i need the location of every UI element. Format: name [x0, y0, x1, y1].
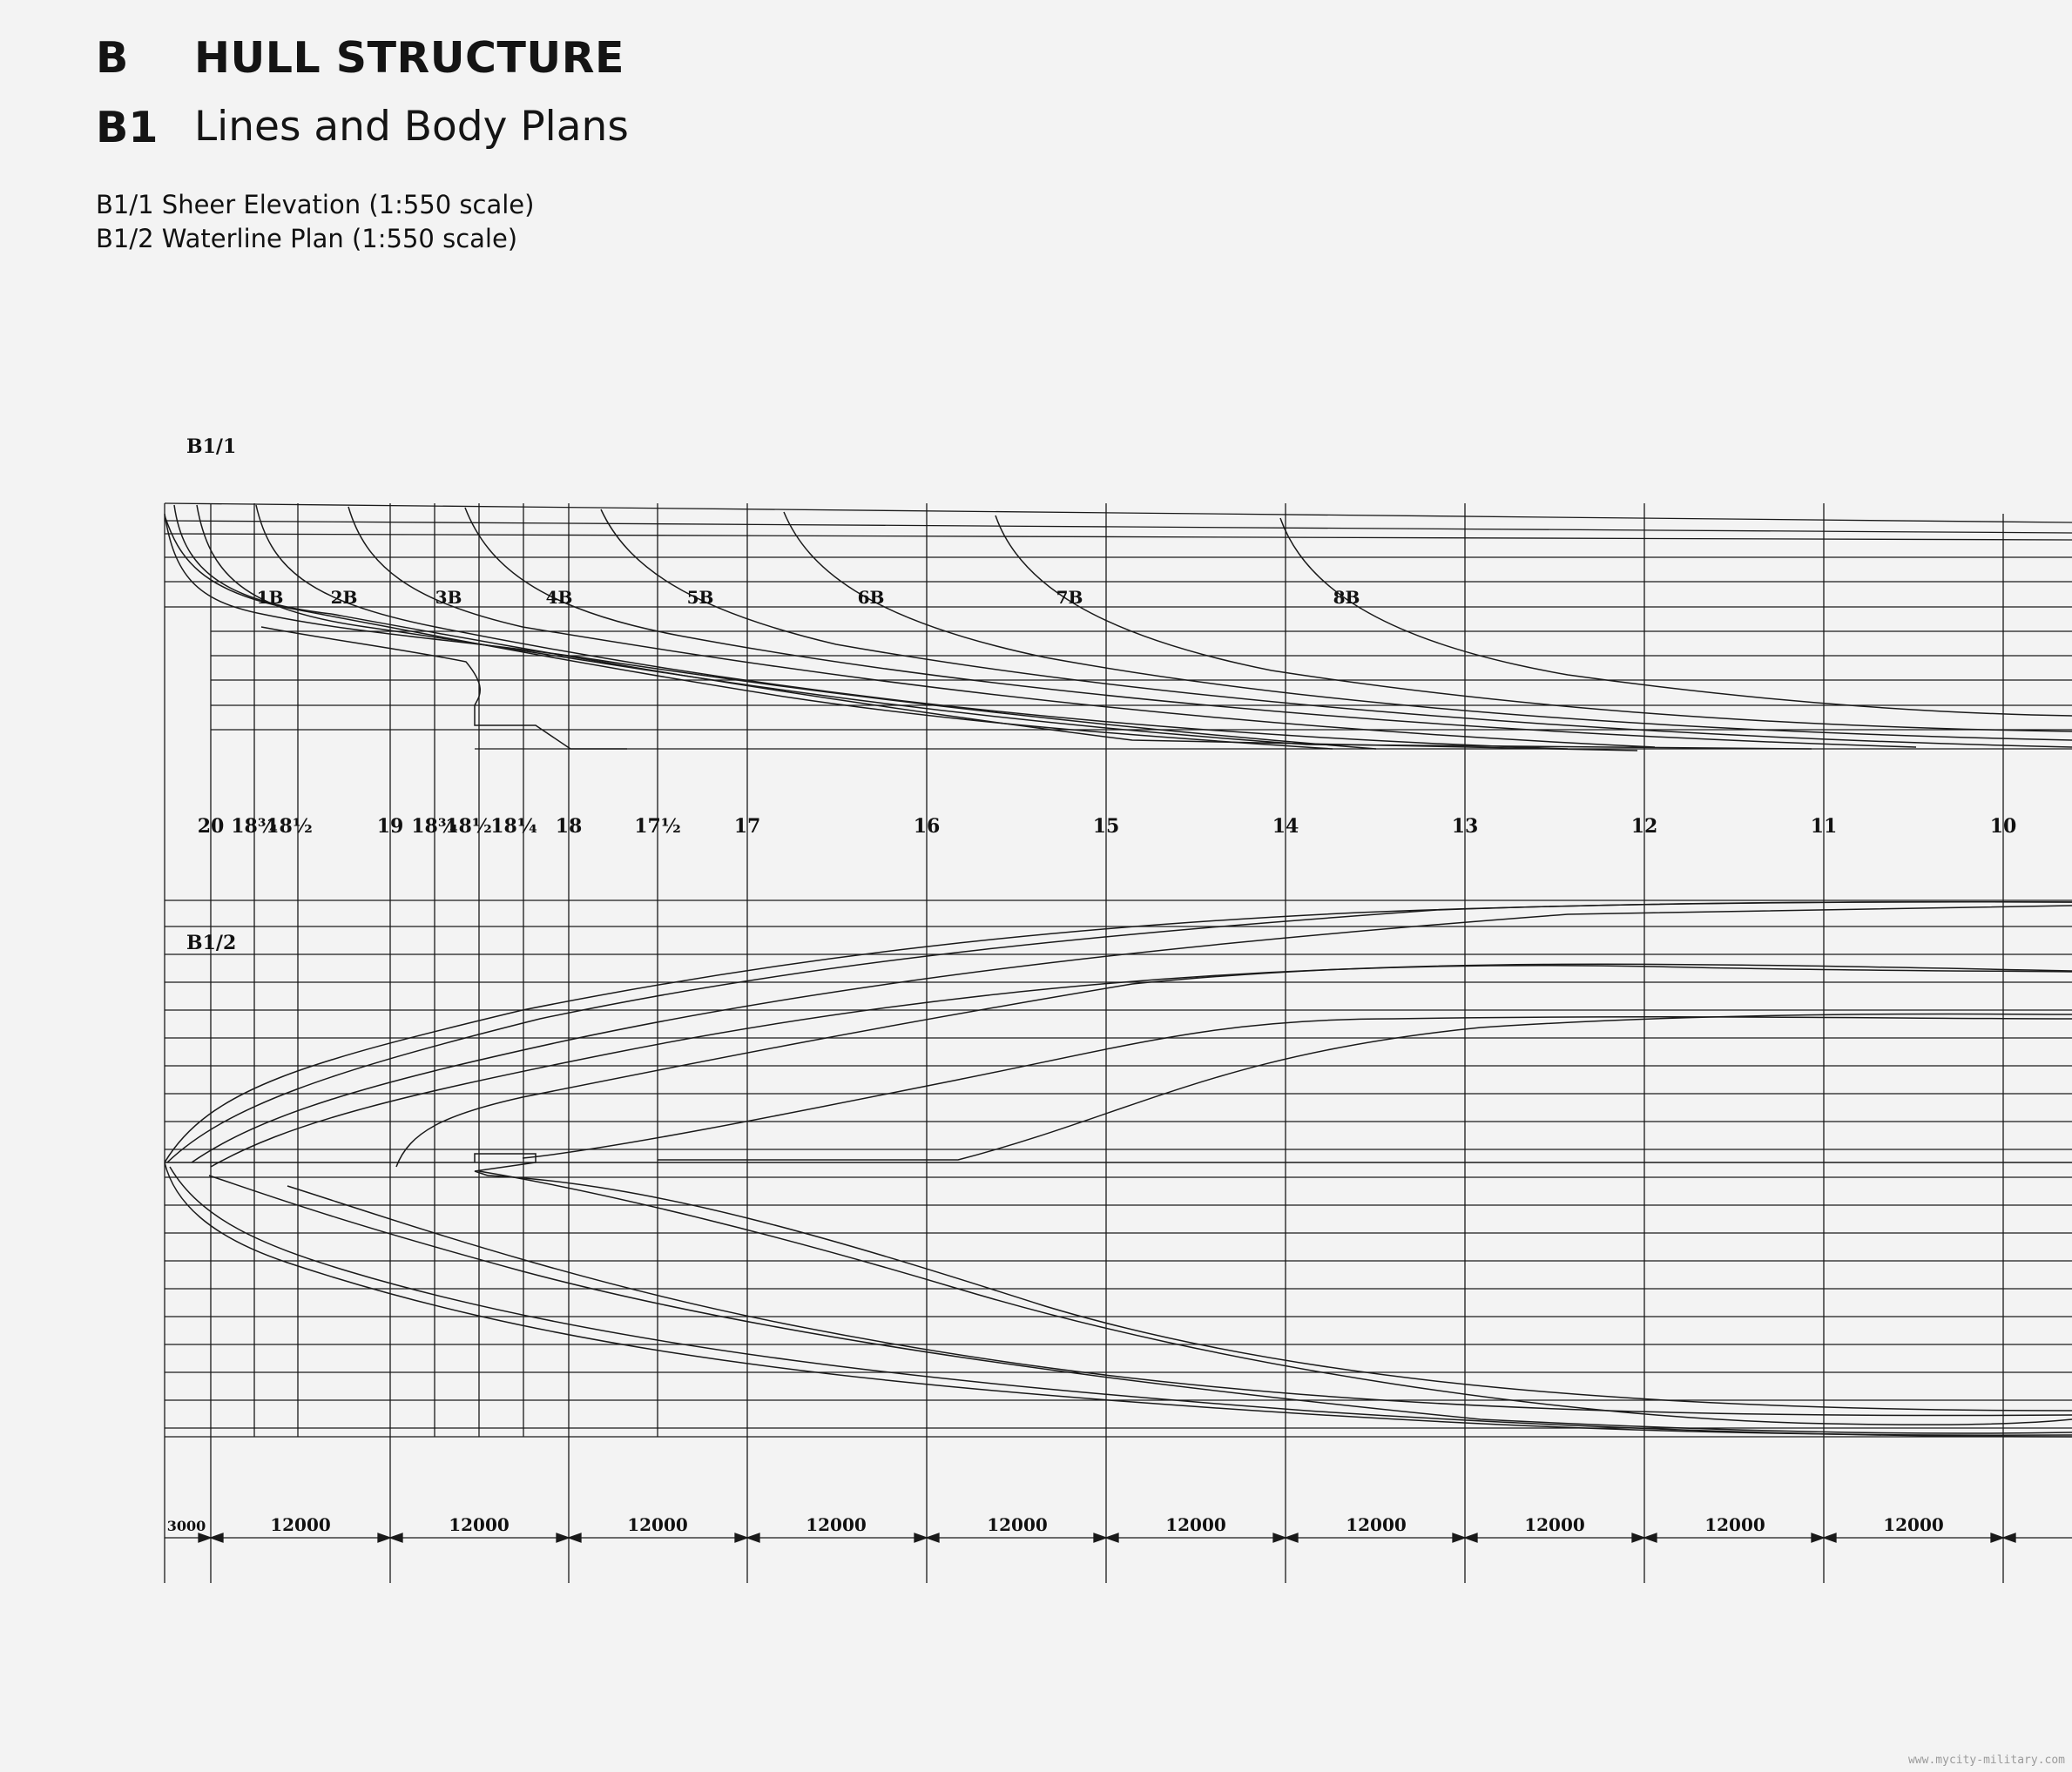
dimension-arrow — [2003, 1533, 2015, 1542]
station-label: 18 — [555, 815, 583, 838]
dimension-arrow — [927, 1533, 939, 1542]
station-label: 15 — [1092, 815, 1120, 838]
station-label: 18½ — [445, 815, 492, 838]
station-label: 11 — [1810, 815, 1838, 838]
dimension-arrow — [211, 1533, 223, 1542]
buttock-curve — [784, 512, 2072, 740]
dimension-arrow — [1632, 1533, 1644, 1542]
buttock-curve — [165, 515, 1333, 749]
station-label: 18½ — [266, 815, 313, 838]
dimension-arrow — [1812, 1533, 1824, 1542]
dimension-arrow — [1824, 1533, 1836, 1542]
subsection-title: Lines and Body Plans — [194, 103, 629, 151]
spacing-label: 12000 — [987, 1514, 1048, 1535]
station-label: 16 — [913, 815, 941, 838]
buttock-label: 8B — [1333, 587, 1360, 608]
plan2-label: B1/2 — [186, 932, 237, 954]
buttock-curve — [465, 508, 1916, 747]
dimension-arrow — [1273, 1533, 1286, 1542]
dimension-arrow — [915, 1533, 927, 1542]
buttock-label: 5B — [686, 587, 714, 608]
buttock-label: 3B — [435, 587, 462, 608]
waterline-curve — [167, 902, 2072, 1162]
spacing-label: 12000 — [1883, 1514, 1944, 1535]
spacing-label: 3000 — [166, 1518, 206, 1534]
waterline-curve — [658, 1014, 2072, 1160]
station-label: 20 — [197, 815, 225, 838]
buttock-curve — [256, 505, 1568, 749]
deck-line — [165, 521, 2072, 533]
station-label: 18¾ — [231, 815, 278, 838]
waterline-curve — [479, 1171, 2072, 1425]
station-label: 18¾ — [411, 815, 458, 838]
dimension-arrow — [735, 1533, 747, 1542]
spacing-label: 12000 — [1704, 1514, 1765, 1535]
waterline-curve — [192, 906, 2072, 1162]
spacing-label: 12000 — [270, 1514, 331, 1535]
waterline-horizontal — [165, 534, 2072, 540]
subsection-code: B1 — [96, 103, 159, 152]
station-label: 14 — [1272, 815, 1299, 838]
dimension-arrow — [1453, 1533, 1465, 1542]
dimension-arrow — [1286, 1533, 1298, 1542]
buttock-label: 2B — [330, 587, 358, 608]
station-label: 17 — [733, 815, 761, 838]
dimension-arrow — [199, 1533, 211, 1542]
dimension-arrow — [378, 1533, 390, 1542]
station-label: 18¼ — [490, 815, 537, 838]
station-label: 12 — [1630, 815, 1658, 838]
spacing-label: 12000 — [806, 1514, 867, 1535]
buttock-curve — [1280, 518, 2072, 716]
buttock-label: 4B — [545, 587, 573, 608]
buttock-curve — [996, 515, 2072, 731]
waterline-curve — [165, 902, 2072, 1162]
bulb-profile — [261, 627, 627, 749]
spacing-label: 12000 — [627, 1514, 688, 1535]
dimension-arrow — [390, 1533, 402, 1542]
dimension-arrow — [1644, 1533, 1657, 1542]
section-title: HULL STRUCTURE — [194, 33, 624, 83]
dimension-arrow — [557, 1533, 569, 1542]
spacing-label: 12000 — [1165, 1514, 1226, 1535]
watermark-text: www.mycity-military.com — [1907, 1754, 2065, 1767]
waterline-curve — [287, 1186, 2072, 1416]
spacing-label: 12000 — [1524, 1514, 1585, 1535]
section-code: B — [96, 33, 129, 83]
dimension-arrow — [1094, 1533, 1106, 1542]
dimension-arrow — [1991, 1533, 2003, 1542]
caption-waterline-plan: B1/2 Waterline Plan (1:550 scale) — [96, 224, 518, 253]
dimension-arrow — [1106, 1533, 1118, 1542]
dimension-arrow — [1465, 1533, 1477, 1542]
station-label: 19 — [376, 815, 404, 838]
waterline-curve — [170, 1167, 2072, 1437]
station-label: 10 — [1989, 815, 2017, 838]
buttock-label: 6B — [857, 587, 885, 608]
spacing-label: 12000 — [449, 1514, 510, 1535]
buttock-curve — [348, 507, 1655, 747]
buttock-curve — [601, 509, 2072, 747]
spacing-label: 12000 — [1346, 1514, 1407, 1535]
buttock-label: 1B — [256, 587, 284, 608]
caption-sheer-elevation: B1/1 Sheer Elevation (1:550 scale) — [96, 190, 535, 219]
deck-line — [165, 503, 2072, 522]
plan1-label: B1/1 — [186, 435, 237, 458]
station-label: 17½ — [634, 815, 681, 838]
waterline-curve — [488, 1176, 2072, 1411]
waterline-curve — [209, 1176, 2072, 1433]
buttock-label: 7B — [1056, 587, 1083, 608]
dimension-arrow — [747, 1533, 759, 1542]
station-label: 13 — [1451, 815, 1479, 838]
dimension-arrow — [569, 1533, 581, 1542]
